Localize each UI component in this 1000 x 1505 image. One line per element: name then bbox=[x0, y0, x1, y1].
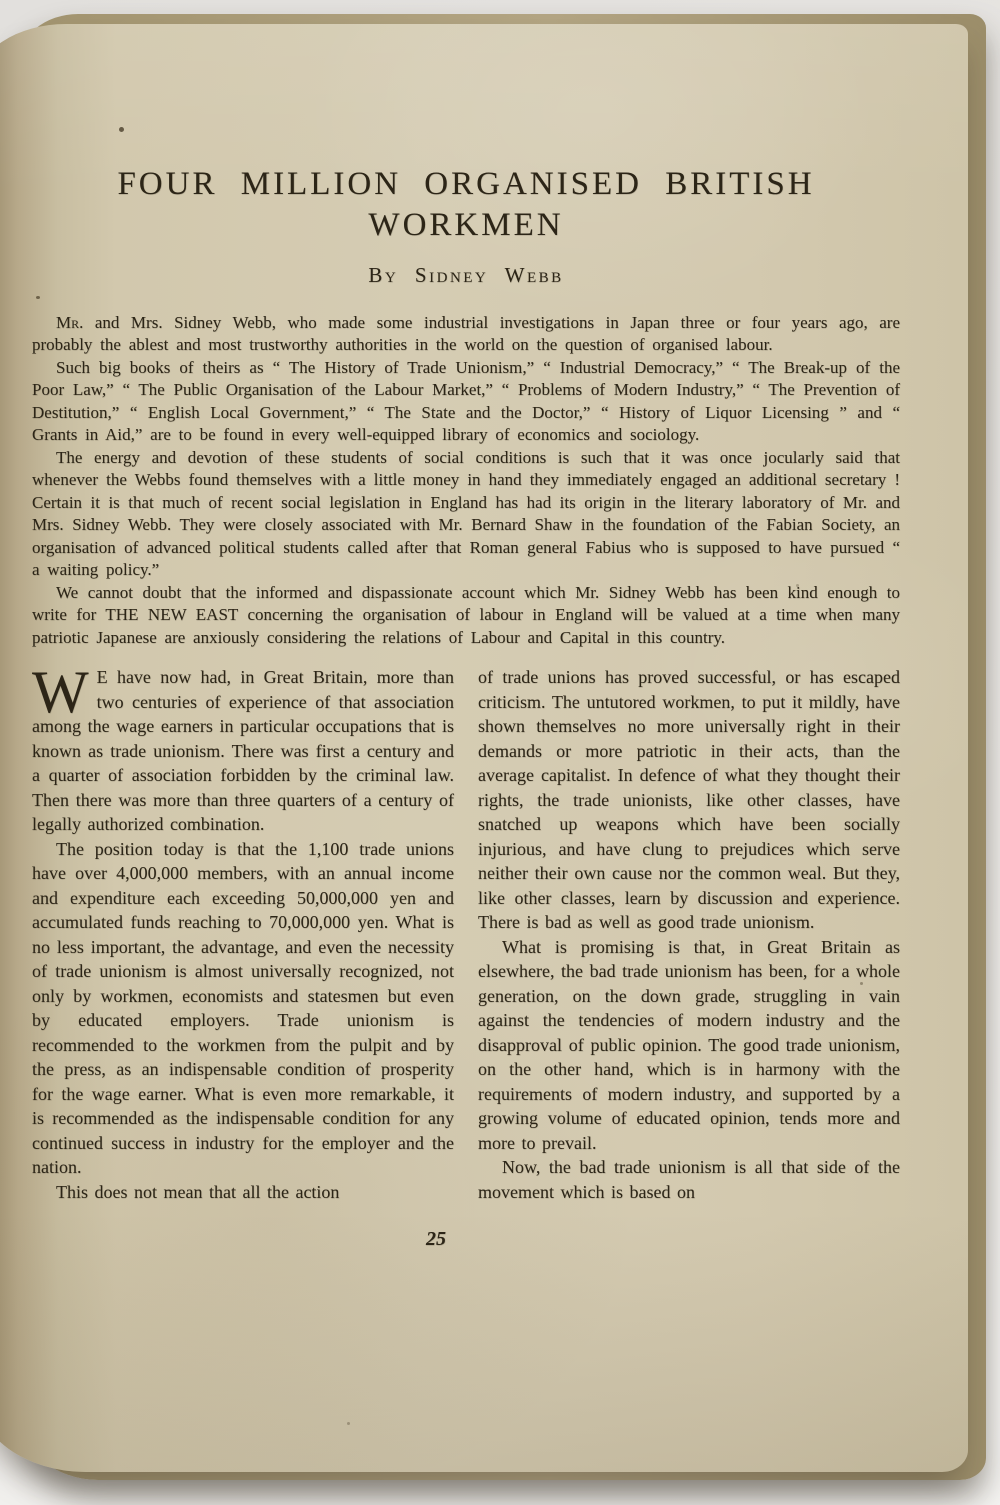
drop-cap: W bbox=[32, 659, 89, 725]
right-column-paragraph-3: Now, the bad trade unionism is all that side of the movement which is based on bbox=[478, 1157, 900, 1202]
intro-lead-smallcaps: Mr. bbox=[56, 312, 84, 332]
right-column-paragraph-1: of trade unions has proved successful, or has escaped criticism. The untutored workmen, to put it mildly, have shown themselves no more universally right in their demands or more patriotic in their acts, than the average capitalist. In defence of what they thought their rights, the trade unionists, like other classes, have snatched up weapons which have been socially injurious, and have clung to prejudices which serve neither their own cause nor the common weal. But they, like other classes, learn by discussion and experience. There is bad as well as good trade unionism. bbox=[478, 667, 900, 932]
intro-paragraph-4: We cannot doubt that the informed and dispassionate account which Mr. Sidney Webb has been kind enough to write for THE NEW EAST concerning the organisation of labour in England will be valued at a time when many patriotic Japanese are anxiously considering the relations of Labour and Capital in this country. bbox=[32, 582, 900, 647]
article-title-line1: FOUR MILLION ORGANISED BRITISH bbox=[117, 166, 815, 202]
byline: By Sidney Webb bbox=[368, 262, 564, 287]
scanned-book-page bbox=[0, 24, 968, 1472]
article-title-line2: WORKMEN bbox=[368, 207, 564, 244]
intro-paragraph-2: Such big books of theirs as “ The History of Trade Unionism,” “ Industrial Democracy,” “ The Break-up of the Poor Law,” “ The Public Organisation of the Labour Market,” “ Problems of Modern Industry,” “ The Prevention of Destitution,” “ English Local Government,” “ The State and the Doctor,” “ History of Liquor Licensing ” and “ Grants in Aid,” are to be found in every well-equipped library of economics and sociology. bbox=[32, 357, 900, 444]
right-column bbox=[478, 665, 900, 1204]
paper-speck bbox=[347, 1422, 350, 1425]
intro-paragraph-1 bbox=[32, 312, 900, 357]
right-column-paragraph-2: What is promising is that, in Great Britain as elsewhere, the bad trade unionism has been, for a whole generation, on the down grade, struggling in vain against the tendencies of modern industry and the disapproval of public opinion. The good trade unionism, on the other hand, which is in harmony with the requirements of modern industry, and supported by a growing volume of educated opinion, tends more and more to prevail. bbox=[478, 936, 900, 1153]
left-column-paragraph-1-text: E have now had, in Great Britain, more than two centuries of experience of that association among the wage earners in particular occupations that is known as trade unionism. There was first a century and a quarter of association forbidden by the criminal law. Then there was more than three quarters of a century of legally authorized combination. bbox=[32, 667, 454, 834]
intro-paragraph-1-text: and Mrs. Sidney Webb, who made some industrial investigations in Japan three or four years ago, are probably the ablest and most trustworthy authorities in the world on the question of organised labour. bbox=[32, 312, 900, 354]
left-column-paragraph-3: This does not mean that all the action bbox=[56, 1181, 340, 1202]
paper-speck bbox=[119, 127, 124, 132]
left-column-paragraph-2: The position today is that the 1,100 trade unions have over 4,000,000 members, with an annual income and expenditure each exceeding 50,000,000 yen and accumulated funds reaching to 70,000,000 yen. What is no less important, the advantage, and even the necessity of trade unionism is almost universally recognized, not only by workmen, economists and statesmen but even by educated employers. Trade unionism is recommended to the workmen from the pulpit and by the press, as an indispensable condition of prosperity for the wage earner. What is even more remarkable, it is recommended as the indispensable condition for any continued success in industry for the employer and the nation. bbox=[32, 838, 454, 1177]
page-content bbox=[32, 164, 900, 1251]
article-title bbox=[32, 164, 900, 247]
left-column-paragraph-1 bbox=[32, 659, 454, 837]
page-number: 25 bbox=[426, 1228, 446, 1250]
article-body-columns bbox=[32, 659, 900, 1204]
left-column bbox=[32, 659, 454, 1204]
intro-paragraph-3: The energy and devotion of these students of social conditions is such that it was once jocularly said that whenever the Webbs found themselves with a little money in hand they immediately engaged an additional secretary ! Certain it is that much of recent social legislation in England has had its origin in the literary laboratory of Mr. and Mrs. Sidney Webb. They were closely associated with Mr. Bernard Shaw in the foundation of the Fabian Society, an organisation of advanced political students called after that Roman general Fabius who is supposed to have pursued “ a waiting policy.” bbox=[32, 447, 900, 579]
editorial-introduction bbox=[32, 312, 900, 650]
